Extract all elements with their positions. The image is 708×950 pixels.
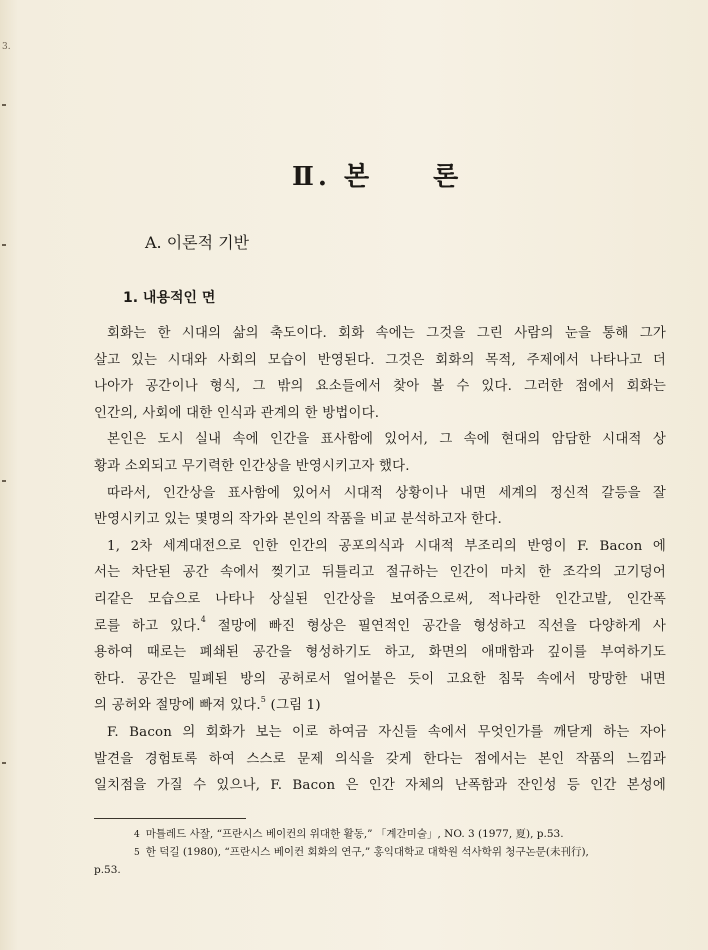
text-line: 따라서, 인간상을 표사함에 있어서 시대적 상황이나 내면 세계의 정신적 갈등을 잘	[107, 485, 666, 501]
footnote-continuation: p.53.	[94, 864, 121, 876]
text-segment: 의 공허와 절망에 빠져 있다.	[94, 698, 261, 714]
chapter-title-main: Ⅱ. 본	[292, 162, 374, 192]
text-line: 나아가 공간이나 형식, 그 밖의 요소들에서 찾아 볼 수 있다. 그러한 점에서 회화는	[94, 379, 666, 395]
text-line	[94, 614, 666, 641]
binding-mark	[2, 244, 6, 246]
text-segment: (그림 1)	[266, 698, 321, 714]
margin-mark: 3.	[2, 42, 11, 52]
chapter-title-end: 론	[433, 162, 463, 192]
text-line: 살고 있는 시대와 사회의 모습이 반영된다. 그것은 회화의 목적, 주제에서 나타나고 더	[94, 352, 666, 368]
text-line: 반영시키고 있는 몇명의 작가와 본인의 작품을 비교 분석하고자 한다.	[94, 512, 502, 528]
footnote-number: 4	[134, 830, 140, 840]
text-line: 용하여 때로는 폐쇄된 공간을 형성하기도 하고, 화면의 애매함과 깊이를 부여하기도	[94, 645, 666, 661]
text-line: 본인은 도시 실내 속에 인간을 표사함에 있어서, 그 속에 현대의 암담한 시대적 상	[107, 432, 666, 448]
footnote	[94, 844, 666, 862]
text-line	[94, 693, 666, 720]
text-segment: 절망에 빠진 형상은 필연적인 공간을 형성하고 직선을 다양하게 사	[205, 618, 666, 634]
text-line: 황과 소외되고 무기력한 인간상을 반영시키고자 했다.	[94, 458, 410, 474]
subsection-heading: 1. 내용적인 면	[123, 290, 216, 306]
footnote-number: 5	[134, 848, 140, 858]
text-line: 1, 2차 세계대전으로 인한 인간의 공포의식과 시대적 부조리의 반영이 F. Bacon 에	[107, 538, 666, 554]
text-line: F. Bacon 의 회화가 보는 이로 하여금 자신들 속에서 무엇인가를 깨닫게 하는 자아	[107, 724, 666, 740]
text-line: 회화는 한 시대의 삶의 축도이다. 회화 속에는 그것을 그린 사람의 눈을 통해 그가	[107, 326, 666, 341]
footnote-divider	[94, 818, 246, 819]
binding-mark	[2, 104, 6, 106]
footnote-ref: 4	[200, 615, 206, 625]
binding-mark	[2, 762, 6, 764]
text-line: 일치점을 가질 수 있으나, F. Bacon 은 인간 자체의 난폭함과 잔인성 등 인간 본성에	[94, 778, 666, 794]
text-line: 리같은 모습으로 나타나 상실된 인간상을 보여줌으로써, 적나라한 인간고발, 인간폭	[94, 591, 666, 607]
section-heading: A. 이론적 기반	[145, 233, 250, 252]
text-segment: 로를 하고 있다.	[94, 618, 201, 634]
binding-mark	[2, 480, 6, 482]
footnote-ref: 5	[260, 694, 267, 704]
text-line: 한다. 공간은 밀폐된 방의 공허로서 얼어붙은 듯이 고요한 침묵 속에서 망망한 내면	[94, 671, 666, 687]
footnotes	[94, 826, 666, 879]
text-line: 서는 차단된 공간 속에서 찢기고 뒤틀리고 절규하는 인간이 마치 한 조각의 고기덩어	[94, 565, 666, 581]
body-text	[94, 321, 666, 800]
chapter-title	[292, 156, 462, 193]
text-line: 발견을 경험토록 하여 스스로 문제 의식을 갖게 한다는 점에서는 본인 작품의 느낌과	[94, 751, 666, 767]
footnote	[94, 826, 666, 844]
footnote-text: 한 덕길 (1980), “프란시스 베이컨 회화의 연구,” 홍익대학교 대학원 석사학위 청구논문(未刊行),	[145, 846, 589, 858]
footnote-text: 마틀레드 사잘, “프란시스 베이컨의 위대한 활동,” 「계간미술」, NO. 3 (1977, 夏), p.53.	[145, 828, 564, 840]
text-line: 인간의, 사회에 대한 인식과 관계의 한 방법이다.	[94, 405, 380, 421]
